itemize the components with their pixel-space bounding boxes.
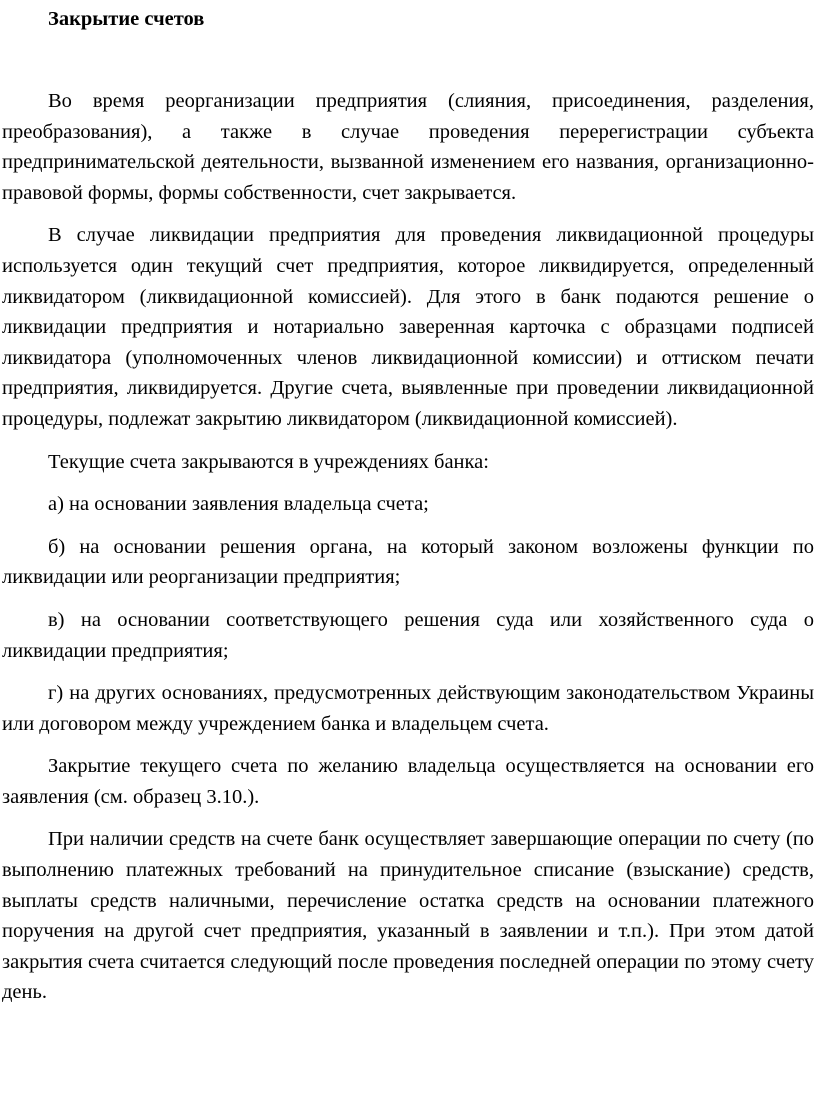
paragraph-liquidation: В случае ликвидации предприятия для проведения ликвидационной процедуры используется один текущий счет предприятия, которое ликвидируется, определенный ликвидатором (ликвидационной комиссией). Для этого в банк подаются решение о ликвидации предприятия и нотариально заверенная карточка с образцами подписей ликвидатора (уполномоченных членов ликвидационной комиссии) и оттиском печати предприятия, ликвидируется. Другие счета, выявленные при проведении ликвидационной процедуры, подлежат закрытию ликвидатором (ликвидационной комиссией). bbox=[2, 224, 814, 430]
list-item-a: а) на основании заявления владельца счета; bbox=[48, 493, 429, 516]
paragraph-reorganization: Во время реорганизации предприятия (слияния, присоединения, разделения, преобразования), а также в случае проведения перерегистрации субъекта предпринимательской деятельности, вызванной изменением его названия, организационно-правовой формы, формы собственности, счет закрывается. bbox=[2, 90, 814, 204]
title-spacer bbox=[2, 34, 814, 86]
paragraph-closing-intro: Текущие счета закрываются в учреждениях банка: bbox=[48, 450, 489, 473]
document-title: Закрытие счетов bbox=[48, 8, 205, 30]
paragraph-final-operations: При наличии средств на счете банк осуществляет завершающие операции по счету (по выполнению платежных требований на принудительное списание (взыскание) средств, выплаты средств наличными, перечисление остатка средств на основании платежного поручения на другой счет предприятия, указанный в заявлении и т.п.). При этом датой закрытия счета считается следующий после проведения последней операции по этому счету день. bbox=[2, 828, 814, 1004]
paragraph-owner-request: Закрытие текущего счета по желанию владельца осуществляется на основании его заявления (см. образец 3.10.). bbox=[2, 755, 814, 808]
list-item-c: в) на основании соответствующего решения суда или хозяйственного суда о ликвидации предприятия; bbox=[2, 608, 814, 662]
list-item-d: г) на других основаниях, предусмотренных действующим законодательством Украины или договором между учреждением банка и владельцем счета. bbox=[2, 682, 814, 735]
list-item-b: б) на основании решения органа, на который законом возложены функции по ликвидации или реорганизации предприятия; bbox=[2, 535, 814, 589]
